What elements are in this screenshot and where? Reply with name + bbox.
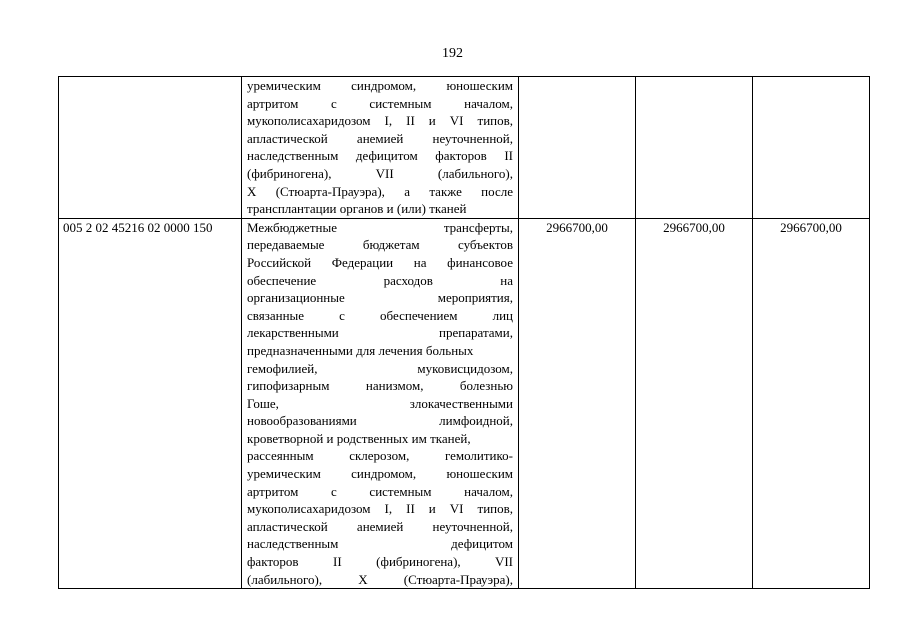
value-cell-1: 2966700,00 (519, 218, 636, 588)
text-line: апластической анемией неуточненной, (247, 130, 513, 146)
text-line: обеспечение расходов на (247, 272, 513, 288)
text-line: уремическим синдромом, юношеским (247, 466, 513, 482)
text-line: наследственным дефицитом (247, 536, 513, 552)
text-line: артритом с системным началом, (247, 483, 513, 499)
text-line: Гоше, злокачественными (247, 395, 513, 411)
text-line: уремическим синдромом, юношеским (247, 78, 513, 93)
value-cell-2 (636, 77, 753, 219)
text-line: гемофилией, муковисцидозом, (247, 360, 513, 376)
text-line: лекарственными препаратами, (247, 325, 513, 341)
text-line: (фибриногена), VII (лабильного), (247, 165, 513, 181)
text-line: трансплантации органов и (или) тканей (247, 201, 467, 217)
text-line: новообразованиями лимфоидной, (247, 413, 513, 429)
name-cell (242, 77, 519, 219)
value-cell-3 (753, 77, 870, 219)
value-cell-3: 2966700,00 (753, 218, 870, 588)
text-line: кроветворной и родственных им тканей, (247, 430, 471, 446)
text-line: мукополисахаридозом I, II и VI типов, (247, 113, 513, 129)
code-cell (59, 77, 242, 219)
text-line: факторов II (фибриногена), VII (247, 554, 513, 570)
text-line: X (Стюарта-Прауэра), а также после (247, 183, 513, 199)
text-line: организационные мероприятия, (247, 290, 513, 306)
text-line: предназначенными для лечения больных (247, 342, 474, 358)
text-line: наследственным дефицитом факторов II (247, 148, 513, 164)
text-line: апластической анемией неуточненной, (247, 518, 513, 534)
text-line: Межбюджетные трансферты, (247, 219, 513, 235)
table-row (59, 77, 870, 219)
code-cell: 005 2 02 45216 02 0000 150 (59, 218, 242, 588)
text-line: (лабильного), X (Стюарта-Прауэра), (247, 571, 513, 587)
page-number: 192 (442, 46, 463, 61)
value-cell-2: 2966700,00 (636, 218, 753, 588)
value-cell-1 (519, 77, 636, 219)
text-line: Российской Федерации на финансовое (247, 254, 513, 270)
name-cell (242, 218, 519, 588)
table-row (59, 218, 870, 588)
text-line: мукополисахаридозом I, II и VI типов, (247, 501, 513, 517)
text-line: артритом с системным началом, (247, 95, 513, 111)
budget-table (58, 76, 870, 589)
text-line: гипофизарным нанизмом, болезнью (247, 378, 513, 394)
text-line: рассеянным склерозом, гемолитико- (247, 448, 513, 464)
text-line: передаваемые бюджетам субъектов (247, 237, 513, 253)
text-line: связанные с обеспечением лиц (247, 307, 513, 323)
